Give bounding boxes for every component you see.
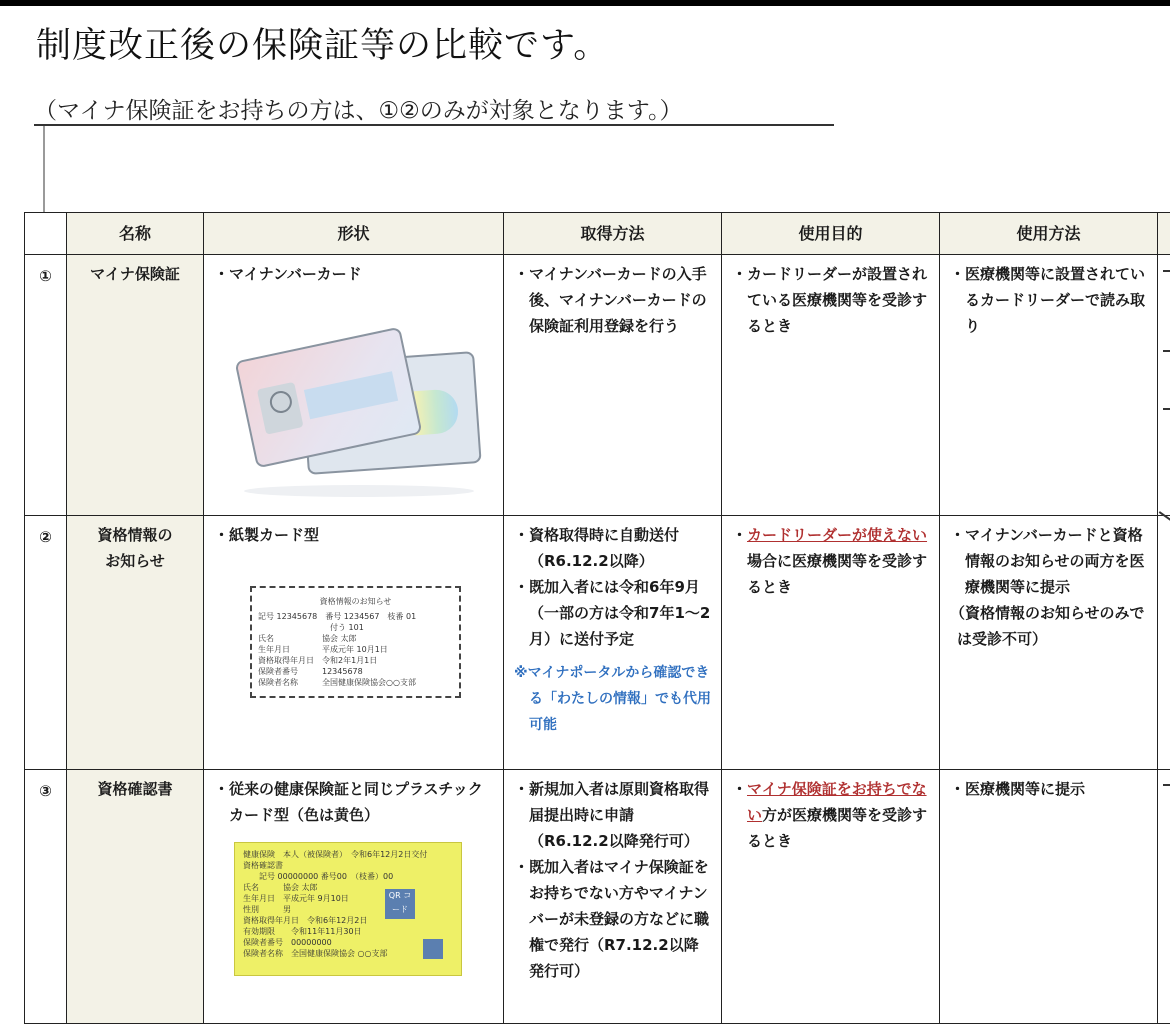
header-usage: 使用方法 xyxy=(940,213,1158,255)
usage-cell xyxy=(940,770,1158,1024)
usage-text: ・マイナンバーカードと資格情報のお知らせの両方を医療機関等に提示 xyxy=(950,526,1145,596)
row-name: マイナ保険証 xyxy=(67,255,204,516)
cut-edge-mark xyxy=(1163,270,1170,272)
row-name: 資格確認書 xyxy=(67,770,204,1024)
header-shape: 形状 xyxy=(204,213,504,255)
row-number: ② xyxy=(25,516,67,770)
shape-text: ・紙製カード型 xyxy=(214,526,320,544)
header-purpose: 使用目的 xyxy=(722,213,940,255)
shape-cell xyxy=(204,516,504,770)
ycard-line: 氏名 協会 太郎 xyxy=(243,883,318,892)
paper-line: 生年月日 平成元年 10月1日 xyxy=(258,645,388,654)
ycard-line: 性別 男 xyxy=(243,905,291,914)
cut-cell xyxy=(1158,255,1170,516)
header-name: 名称 xyxy=(67,213,204,255)
ycard-line: 保険者名称 全国健康保険協会 ○○支部 xyxy=(243,949,388,958)
method-note: ※マイナポータルから確認できる「わたしの情報」でも代用可能 xyxy=(514,665,711,733)
method-text: ・新規加入者は原則資格取得届提出時に申請（R6.12.2以降発行可） xyxy=(514,780,710,850)
purpose-text: ・カードリーダーが設置されている医療機関等を受診するとき xyxy=(732,265,928,335)
method-text: ・マイナンバーカードの入手後、マイナンバーカードの保険証利用登録を行う xyxy=(514,265,707,335)
yellow-card-illustration xyxy=(234,842,462,976)
mynumber-card-illustration xyxy=(234,335,484,505)
table-row xyxy=(25,516,1170,770)
paper-line: 記号 12345678 番号 1234567 枝番 01 xyxy=(258,612,417,621)
paper-line: 保険者名称 全国健康保険協会○○支部 xyxy=(258,678,416,687)
paper-line: 資格取得年月日 令和2年1月1日 xyxy=(258,656,378,665)
method-text: ・既加入者には令和6年9月（一部の方は令和7年1～2月）に送付予定 xyxy=(514,578,711,648)
purpose-text xyxy=(732,522,931,600)
cut-edge-mark xyxy=(1163,408,1170,410)
row-number: ③ xyxy=(25,770,67,1024)
paper-card-illustration xyxy=(250,586,461,698)
usage-cell xyxy=(940,516,1158,770)
purpose-emphasis: マイナ保険証をお持ちでない xyxy=(747,780,927,824)
subtitle-underline xyxy=(34,124,834,126)
header-cut xyxy=(1158,213,1170,255)
paper-line: 氏名 協会 太郎 xyxy=(258,634,357,643)
purpose-prefix: ・ xyxy=(732,526,748,544)
page-subtitle: （マイナ保険証をお持ちの方は、①②のみが対象となります。） xyxy=(34,98,683,124)
row-number: ① xyxy=(25,255,67,516)
cut-edge-mark xyxy=(1163,350,1170,352)
row-name xyxy=(67,516,204,770)
purpose-text xyxy=(732,776,931,854)
purpose-cell xyxy=(722,255,940,516)
cut-edge-mark xyxy=(1163,784,1170,786)
usage-note: （資格情報のお知らせのみでは受診不可） xyxy=(950,604,1145,648)
ycard-line: 生年月日 平成元年 9月10日 xyxy=(243,894,349,903)
ycard-line: 記号 00000000 番号00 （枝番）00 xyxy=(243,872,394,881)
header-method: 取得方法 xyxy=(504,213,722,255)
shape-cell xyxy=(204,770,504,1024)
table-header-row xyxy=(25,213,1170,255)
usage-cell xyxy=(940,255,1158,516)
table-row xyxy=(25,255,1170,516)
header-blank xyxy=(25,213,67,255)
table-row xyxy=(25,770,1170,1024)
row-name-line2: お知らせ xyxy=(105,552,165,570)
paper-card-heading: 資格情報のお知らせ xyxy=(319,597,392,606)
shape-text: ・マイナンバーカード xyxy=(214,265,362,283)
method-text: ・資格取得時に自動送付（R6.12.2以降） xyxy=(514,526,680,570)
method-cell xyxy=(504,255,722,516)
purpose-emphasis: カードリーダーが使えない xyxy=(747,526,928,544)
cut-cell xyxy=(1158,770,1170,1024)
top-bar xyxy=(0,0,1170,6)
row-name-line1: 資格情報の xyxy=(97,526,173,544)
purpose-cell xyxy=(722,516,940,770)
purpose-rest: 場合に医療機関等を受診するとき xyxy=(747,552,928,596)
ycard-line: 保険者番号 00000000 xyxy=(243,938,332,947)
paper-line: 付う 101 xyxy=(258,623,364,632)
page-title: 制度改正後の保険証等の比較です。 xyxy=(36,26,610,66)
qr-code-icon: QR コード xyxy=(385,889,415,919)
method-cell xyxy=(504,770,722,1024)
purpose-prefix: ・ xyxy=(732,780,748,798)
purpose-cell xyxy=(722,770,940,1024)
ycard-line: 健康保険 本人（被保険者） 令和6年12月2日交付 xyxy=(243,850,428,859)
purpose-rest: 方が医療機関等を受診するとき xyxy=(747,806,928,850)
ycard-line: 資格取得年月日 令和6年12月2日 xyxy=(243,916,368,925)
usage-text: ・医療機関等に設置されているカードリーダーで読み取り xyxy=(950,265,1146,335)
paper-line: 保険者番号 12345678 xyxy=(258,667,363,676)
cut-cell xyxy=(1158,516,1170,770)
usage-text: ・医療機関等に提示 xyxy=(950,780,1086,798)
method-text: ・既加入者はマイナ保険証をお持ちでない方やマイナンバーが未登録の方などに職権で発行（R7.12.2以降発行可） xyxy=(514,858,710,980)
ycard-line: 有効期限 令和11年11月30日 xyxy=(243,927,362,936)
shape-cell xyxy=(204,255,504,516)
method-cell xyxy=(504,516,722,770)
ycard-line: 資格確認書 xyxy=(243,861,283,870)
comparison-table xyxy=(24,212,1170,1024)
stamp-icon xyxy=(423,939,443,959)
shape-text: ・従来の健康保険証と同じプラスチックカード型（色は黄色） xyxy=(214,780,483,824)
